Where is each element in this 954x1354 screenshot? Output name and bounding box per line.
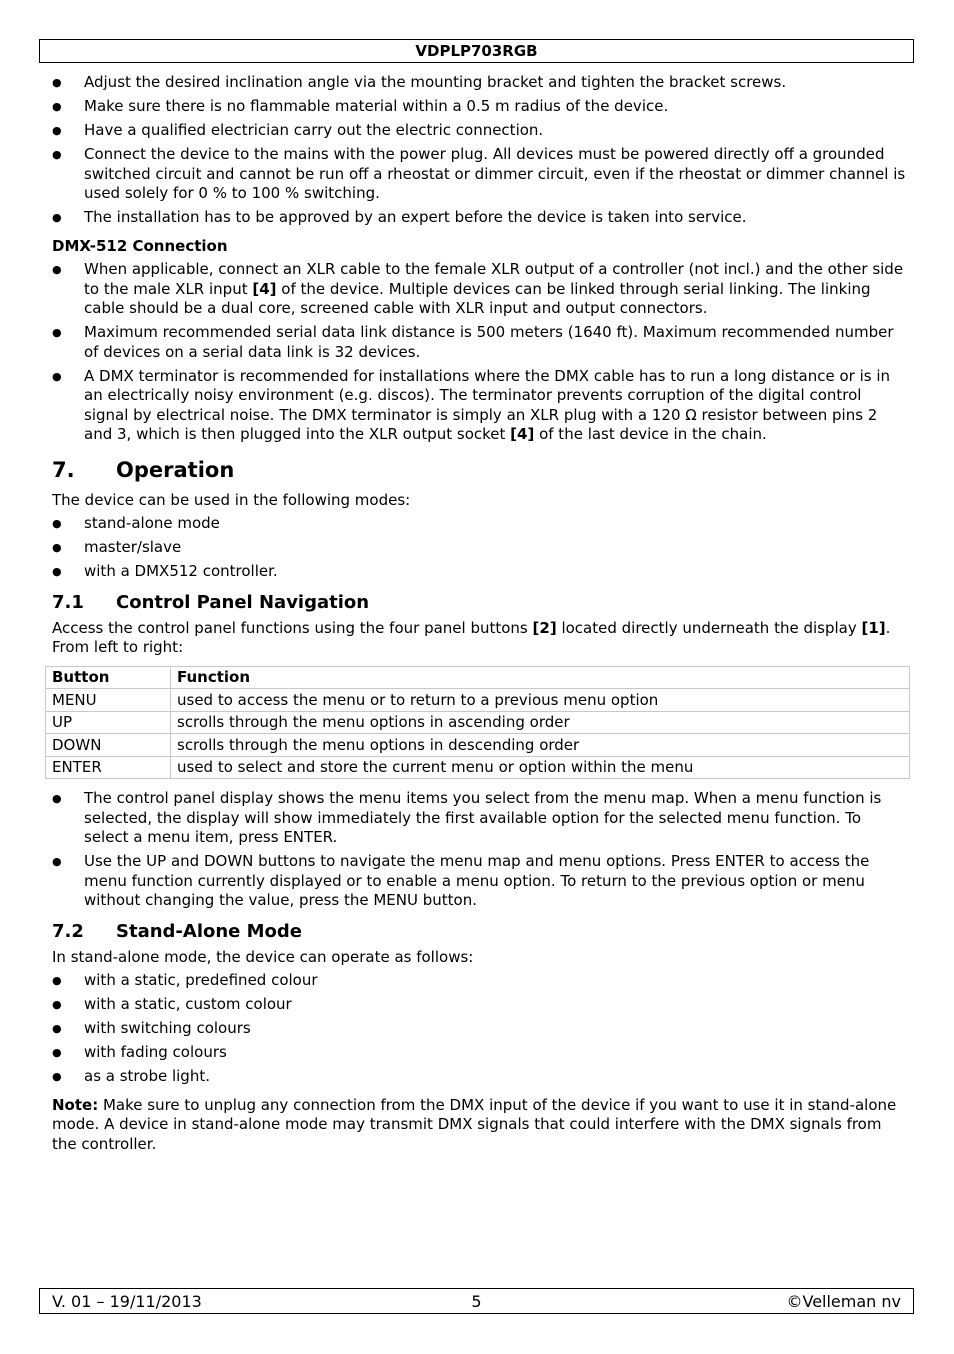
- table-header-cell: Function: [171, 666, 910, 689]
- text-segment: When applicable, connect an XLR cable to the female XLR output of a controller (not incl.) and the other side to the male XLR input: [84, 260, 904, 298]
- text-segment: A DMX terminator is recommended for installations where the DMX cable has to run a long distance or is in an electrically noisy environment (e.g. discos). The terminator prevents corruption of the digital control signal by electrical noise. The DMX terminator is simply an XLR plug with a 120 Ω resistor between pins 2 and 3, which is then plugged into the XLR output socket: [84, 366, 890, 443]
- dmx-connection-heading: DMX-512 Connection: [52, 236, 228, 255]
- table-row: [46, 689, 910, 712]
- list-item: ● with fading colours: [52, 1043, 908, 1063]
- list-item: ● with a static, predefined colour: [52, 971, 908, 991]
- table-cell: DOWN: [46, 734, 171, 757]
- list-item: ● with a DMX512 controller.: [52, 562, 908, 582]
- section-number: 7.: [52, 457, 75, 482]
- list-item: ● with switching colours: [52, 1019, 908, 1039]
- text-segment: of the device. Multiple devices can be linked through serial linking. The linking cable should be a dual core, screened cable with XLR input and output connectors.: [84, 279, 871, 317]
- note-label: Note:: [52, 1095, 99, 1114]
- page-content: [52, 73, 908, 1158]
- section-title: Control Panel Navigation: [116, 591, 370, 613]
- control-panel-heading: [52, 592, 908, 614]
- dmx-bullet-list: [52, 260, 908, 445]
- table-cell: UP: [46, 711, 171, 734]
- section-title: Stand-Alone Mode: [116, 920, 303, 942]
- installation-bullet-list: [52, 73, 908, 228]
- table-cell: used to access the menu or to return to a previous menu option: [171, 689, 910, 712]
- section-number: 7.2: [52, 920, 84, 942]
- note-text: Make sure to unplug any connection from the DMX input of the device if you want to use it in stand-alone mode. A device in stand-alone mode may transmit DMX signals that could interfere with the DMX signals from the controller.: [52, 1095, 897, 1153]
- text-segment: located directly underneath the display: [556, 618, 862, 637]
- operation-intro: The device can be used in the following modes:: [52, 490, 411, 509]
- operation-heading: [52, 457, 908, 483]
- page-footer: [39, 1288, 914, 1314]
- control-panel-intro: [52, 619, 908, 658]
- control-panel-bullet-list: [52, 789, 908, 911]
- copyright: ©Velleman nv: [786, 1292, 901, 1311]
- stand-alone-heading: [52, 921, 908, 943]
- list-item: ● Connect the device to the mains with the power plug. All devices must be powered directly off a grounded switched circuit and cannot be run off a rheostat or dimmer circuit, even if the rheostat or dimmer channel is used solely for 0 % to 100 % switching.: [52, 145, 908, 204]
- table-cell: scrolls through the menu options in ascending order: [171, 711, 910, 734]
- operation-modes-list: [52, 514, 908, 582]
- button-function-table: [45, 666, 910, 780]
- list-item: ● master/slave: [52, 538, 908, 558]
- list-item: [52, 260, 908, 319]
- table-row: [46, 711, 910, 734]
- list-item: ● Make sure there is no flammable material within a 0.5 m radius of the device.: [52, 97, 908, 117]
- list-item: ● as a strobe light.: [52, 1067, 908, 1087]
- text-segment: Access the control panel functions using the four panel buttons: [52, 618, 533, 637]
- section-title: Operation: [116, 457, 235, 482]
- table-cell: ENTER: [46, 756, 171, 779]
- text-segment: of the last device in the chain.: [534, 425, 767, 443]
- list-item: ● stand-alone mode: [52, 514, 908, 534]
- list-item: ● The installation has to be approved by an expert before the device is taken into service.: [52, 208, 908, 228]
- note-paragraph: [52, 1096, 908, 1155]
- table-cell: used to select and store the current menu or option within the menu: [171, 756, 910, 779]
- table-header-row: [46, 666, 910, 689]
- reference-label: [4]: [252, 279, 277, 298]
- list-item: ● Adjust the desired inclination angle via the mounting bracket and tighten the bracket screws.: [52, 73, 908, 93]
- page-number: 5: [471, 1292, 482, 1311]
- page-header: [39, 39, 914, 63]
- table-row: [46, 734, 910, 757]
- reference-label: [4]: [510, 425, 535, 443]
- version-date: V. 01 – 19/11/2013: [52, 1292, 202, 1311]
- list-item: ● The control panel display shows the menu items you select from the menu map. When a menu function is selected, the display will show immediately the first available option for the selected menu function. To select a menu item, press ENTER.: [52, 789, 908, 848]
- table-cell: MENU: [46, 689, 171, 712]
- reference-label: [1]: [861, 618, 886, 637]
- section-number: 7.1: [52, 591, 84, 613]
- list-item: [52, 367, 908, 445]
- list-item: ● Use the UP and DOWN buttons to navigate the menu map and menu options. Press ENTER to access the menu function currently displayed or to enable a menu option. To return to the previous option or menu without changing the value, press the MENU button.: [52, 852, 908, 911]
- list-item: ● Maximum recommended serial data link distance is 500 meters (1640 ft). Maximum recommended number of devices on a serial data link is 32 devices.: [52, 323, 908, 362]
- table-row: [46, 756, 910, 779]
- list-item: ● Have a qualified electrician carry out the electric connection.: [52, 121, 908, 141]
- text-segment: . From left to right:: [52, 618, 891, 656]
- table-cell: scrolls through the menu options in descending order: [171, 734, 910, 757]
- stand-alone-intro: In stand-alone mode, the device can operate as follows:: [52, 947, 474, 966]
- table-header-cell: Button: [46, 666, 171, 689]
- list-item: ● with a static, custom colour: [52, 995, 908, 1015]
- document-model-title: VDPLP703RGB: [415, 42, 538, 60]
- stand-alone-options-list: [52, 971, 908, 1087]
- reference-label: [2]: [532, 618, 557, 637]
